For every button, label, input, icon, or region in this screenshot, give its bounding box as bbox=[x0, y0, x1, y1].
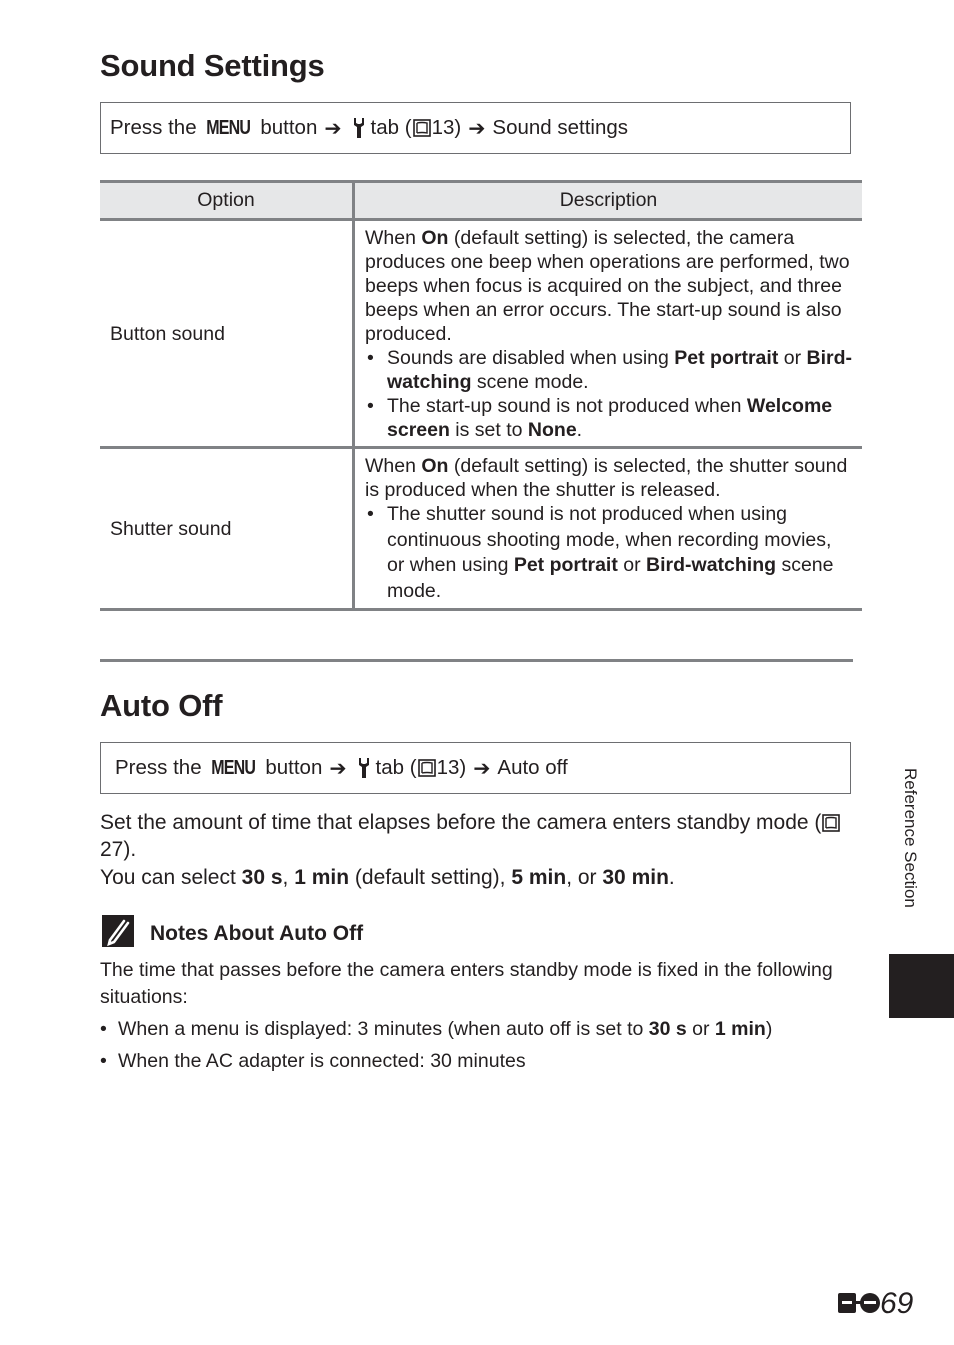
list-item: • When the AC adapter is connected: 30 minutes bbox=[100, 1050, 526, 1072]
path-button-text: button bbox=[259, 756, 323, 779]
desc-text: (default setting) is selected, the shutter sound is produced when the shutter is released. bbox=[365, 455, 848, 501]
option-button-sound: Button sound bbox=[100, 220, 354, 448]
col-header-description: Description bbox=[354, 182, 863, 220]
path-page-text: 13) bbox=[431, 116, 462, 139]
col-header-option: Option bbox=[100, 182, 354, 220]
auto-off-select-options: You can select 30 s, 1 min (default setting), 5 min, or 30 min. bbox=[100, 866, 675, 889]
description-shutter-sound bbox=[354, 448, 863, 610]
side-section-tab bbox=[889, 954, 954, 1018]
side-section-label: Reference Section bbox=[901, 768, 920, 908]
arrow-icon: ➔ bbox=[468, 116, 486, 140]
e-page-icon bbox=[838, 1291, 880, 1315]
sound-options-table bbox=[100, 180, 862, 611]
desc-text: When bbox=[365, 455, 422, 477]
table-row bbox=[100, 448, 862, 610]
list-item: • The shutter sound is not produced when using continuous shooting mode, when recording movies, or when using Pet portrait or Bird-watching scene mode. bbox=[387, 502, 852, 604]
page-title-sound-settings: Sound Settings bbox=[100, 48, 325, 83]
book-icon bbox=[413, 119, 431, 137]
wrench-icon bbox=[351, 118, 367, 138]
path-page-text: 13) bbox=[436, 756, 467, 779]
menu-path-auto-off bbox=[100, 742, 851, 794]
book-icon bbox=[822, 814, 840, 832]
path-button-text: button bbox=[254, 116, 318, 139]
option-shutter-sound: Shutter sound bbox=[100, 448, 354, 610]
page-number bbox=[838, 1287, 913, 1321]
menu-button-glyph: MENU bbox=[211, 756, 256, 779]
arrow-icon: ➔ bbox=[324, 116, 342, 140]
path-press-text: Press the bbox=[115, 756, 208, 779]
list-item: • The start-up sound is not produced when Welcome screen is set to None. bbox=[387, 394, 852, 442]
arrow-icon: ➔ bbox=[473, 756, 491, 780]
desc-on: On bbox=[421, 455, 449, 477]
book-icon bbox=[418, 759, 436, 777]
path-tab-text: tab ( bbox=[370, 116, 412, 139]
note-title: Notes About Auto Off bbox=[150, 922, 364, 945]
arrow-icon: ➔ bbox=[329, 756, 347, 780]
page-number-text: 69 bbox=[880, 1287, 914, 1320]
list-item: • Sounds are disabled when using Pet portrait or Bird-watching scene mode. bbox=[387, 346, 852, 394]
desc-on: On bbox=[421, 227, 449, 249]
menu-path-sound bbox=[100, 102, 851, 154]
path-dest-text: Sound settings bbox=[492, 116, 629, 139]
auto-off-intro: Set the amount of time that elapses before the camera enters standby mode (27). bbox=[100, 809, 860, 863]
table-row bbox=[100, 220, 862, 448]
menu-button-glyph: MENU bbox=[206, 116, 251, 139]
path-press-text: Press the bbox=[110, 116, 203, 139]
note-body: The time that passes before the camera enters standby mode is fixed in the following situations: bbox=[100, 959, 833, 1008]
path-tab-text: tab ( bbox=[375, 756, 417, 779]
list-item: • When a menu is displayed: 3 minutes (when auto off is set to 30 s or 1 min) bbox=[100, 1018, 773, 1040]
pencil-note-icon bbox=[102, 915, 134, 947]
desc-text: (default setting) is selected, the camera produces one beep when operations are performed, two beeps when focus is acquired on the subject, and three beeps when an error occurs. The start-up sound is also produced. bbox=[365, 227, 850, 345]
desc-text: When bbox=[365, 227, 422, 249]
page-title-auto-off: Auto Off bbox=[100, 688, 223, 723]
description-button-sound bbox=[354, 220, 863, 448]
path-dest-text: Auto off bbox=[497, 756, 568, 779]
wrench-icon bbox=[356, 758, 372, 778]
section-divider bbox=[100, 659, 853, 662]
